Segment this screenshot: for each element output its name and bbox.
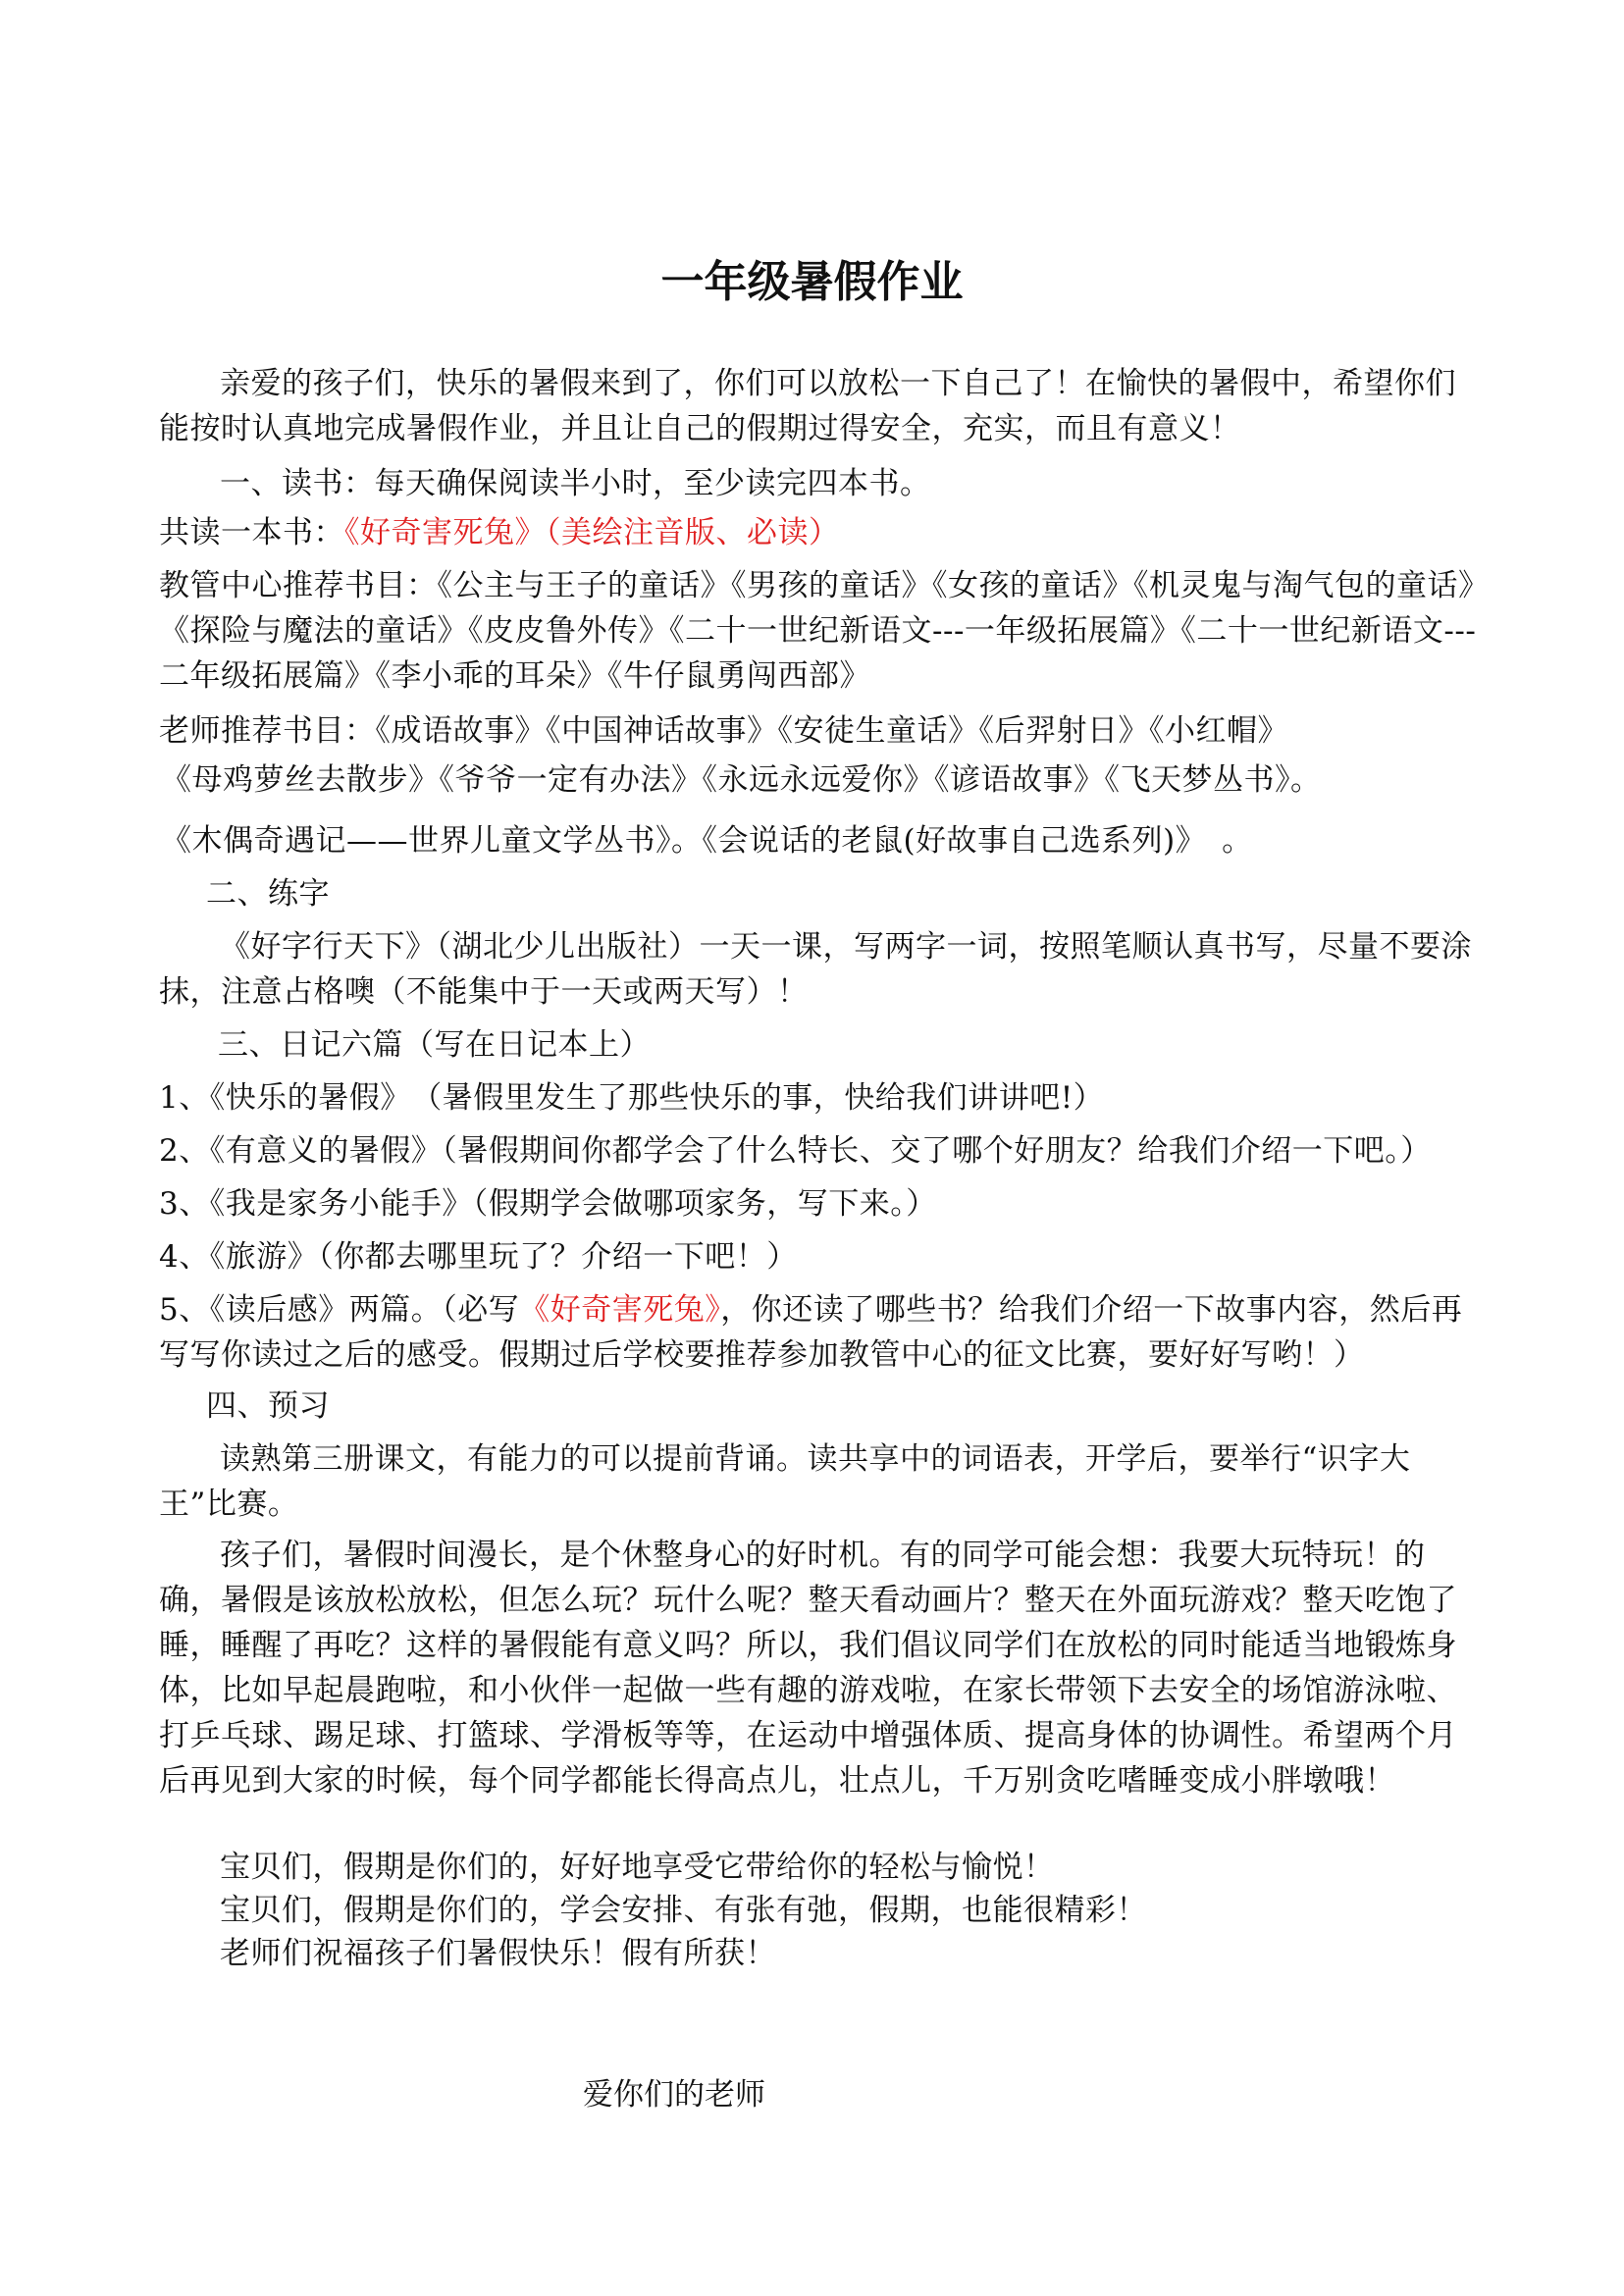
wish-line-1: 宝贝们，假期是你们的，好好地享受它带给你的轻松与愉悦！ bbox=[220, 1850, 1055, 1885]
diary-item-3: 3、《我是家务小能手》（假期学会做哪项家务，写下来。） bbox=[159, 1186, 937, 1222]
diary-item-1: 1、《快乐的暑假》 （暑假里发生了那些快乐的事，快给我们讲讲吧!） bbox=[159, 1080, 1105, 1116]
shared-book-line bbox=[159, 510, 1482, 555]
diary-item-5-suffix: ，你还读了哪些书？给我们介绍一下故事内容，然后再写写你读过之后的感受。假期过后学校要推荐参加教管中心的征文比赛，要好好写哟！） bbox=[159, 1292, 1463, 1373]
teacher-recommend-line-1: 老师推荐书目：《成语故事》《中国神话故事》《安徒生童话》《后羿射日》《小红帽》 bbox=[159, 713, 1288, 749]
shared-book-prefix: 共读一本书： bbox=[159, 515, 344, 550]
teacher-recommend-line-3: 《木偶奇遇记——世界儿童文学丛书》。《会说话的老鼠(好故事自己选系列)》 。 bbox=[161, 823, 1253, 859]
diary-item-4: 4、《旅游》（你都去哪里玩了？介绍一下吧！） bbox=[159, 1239, 798, 1275]
intro-paragraph: 亲爱的孩子们，快乐的暑假来到了，你们可以放松一下自己了！在愉快的暑假中，希望你们能按时认真地完成暑假作业，并且让自己的假期过得安全，充实，而且有意义！ bbox=[159, 366, 1456, 446]
diary-item-2: 2、《有意义的暑假》（暑假期间你都学会了什么特长、交了哪个好朋友？给我们介绍一下吧。） bbox=[159, 1133, 1432, 1169]
wish-line-3: 老师们祝福孩子们暑假快乐！假有所获！ bbox=[220, 1936, 776, 1971]
section1-heading: 一、读书：每天确保阅读半小时，至少读完四本书。 bbox=[220, 466, 931, 501]
center-recommend-paragraph: 教管中心推荐书目：《公主与王子的童话》《男孩的童话》《女孩的童话》《机灵鬼与淘气包的童话》《探险与魔法的童话》《皮皮鲁外传》《二十一世纪新语文---一年级拓展篇》《二十一世纪新语文---二年级拓展篇》《李小乖的耳朵》《牛仔鼠勇闯西部》 bbox=[159, 568, 1477, 694]
diary-item-5 bbox=[159, 1287, 1482, 1378]
wish-line-2: 宝贝们，假期是你们的，学会安排、有张有弛，假期，也能很精彩！ bbox=[220, 1893, 1147, 1928]
section2-heading: 二、练字 bbox=[206, 876, 330, 912]
shared-book-title: 《好奇害死兔》（美绘注音版、必读） bbox=[344, 515, 840, 550]
closing-paragraph: 孩子们，暑假时间漫长，是个休整身心的好时机。有的同学可能会想：我要大玩特玩！的确，暑假是该放松放松，但怎么玩？玩什么呢？整天看动画片？整天在外面玩游戏？整天吃饱了睡，睡醒了再吃？这样的暑假能有意义吗？所以，我们倡议同学们在放松的同时能适当地锻炼身体，比如早起晨跑啦，和小伙伴一起做一些有趣的游戏啦，在家长带领下去安全的场馆游泳啦、打乒乓球、踢足球、打篮球、学滑板等等，在运动中增强体质、提高身体的协调性。希望两个月后再见到大家的时候，每个同学都能长得高点儿，壮点儿，千万别贪吃嗜睡变成小胖墩哦！ bbox=[159, 1538, 1457, 1799]
signature: 爱你们的老师 bbox=[583, 2077, 765, 2113]
diary-item-5-book: 《好奇害死兔》 bbox=[519, 1292, 721, 1328]
teacher-recommend-line-2: 《母鸡萝丝去散步》《爷爷一定有办法》《永远永远爱你》《谚语故事》《飞天梦丛书》。 bbox=[161, 762, 1322, 798]
page-title: 一年级暑假作业 bbox=[660, 257, 964, 307]
section2-body: 《好字行天下》（湖北少儿出版社）一天一课，写两字一词，按照笔顺认真书写，尽量不要涂抹，注意占格噢（不能集中于一天或两天写）！ bbox=[159, 929, 1472, 1010]
diary-item-5-prefix: 5、《读后感》两篇。（必写 bbox=[159, 1292, 520, 1328]
section4-body: 读熟第三册课文，有能力的可以提前背诵。读共享中的词语表，开学后，要举行“识字大王”比赛。 bbox=[159, 1441, 1411, 1522]
section3-heading: 三、日记六篇（写在日记本上） bbox=[218, 1027, 651, 1063]
section4-heading: 四、预习 bbox=[206, 1388, 330, 1424]
